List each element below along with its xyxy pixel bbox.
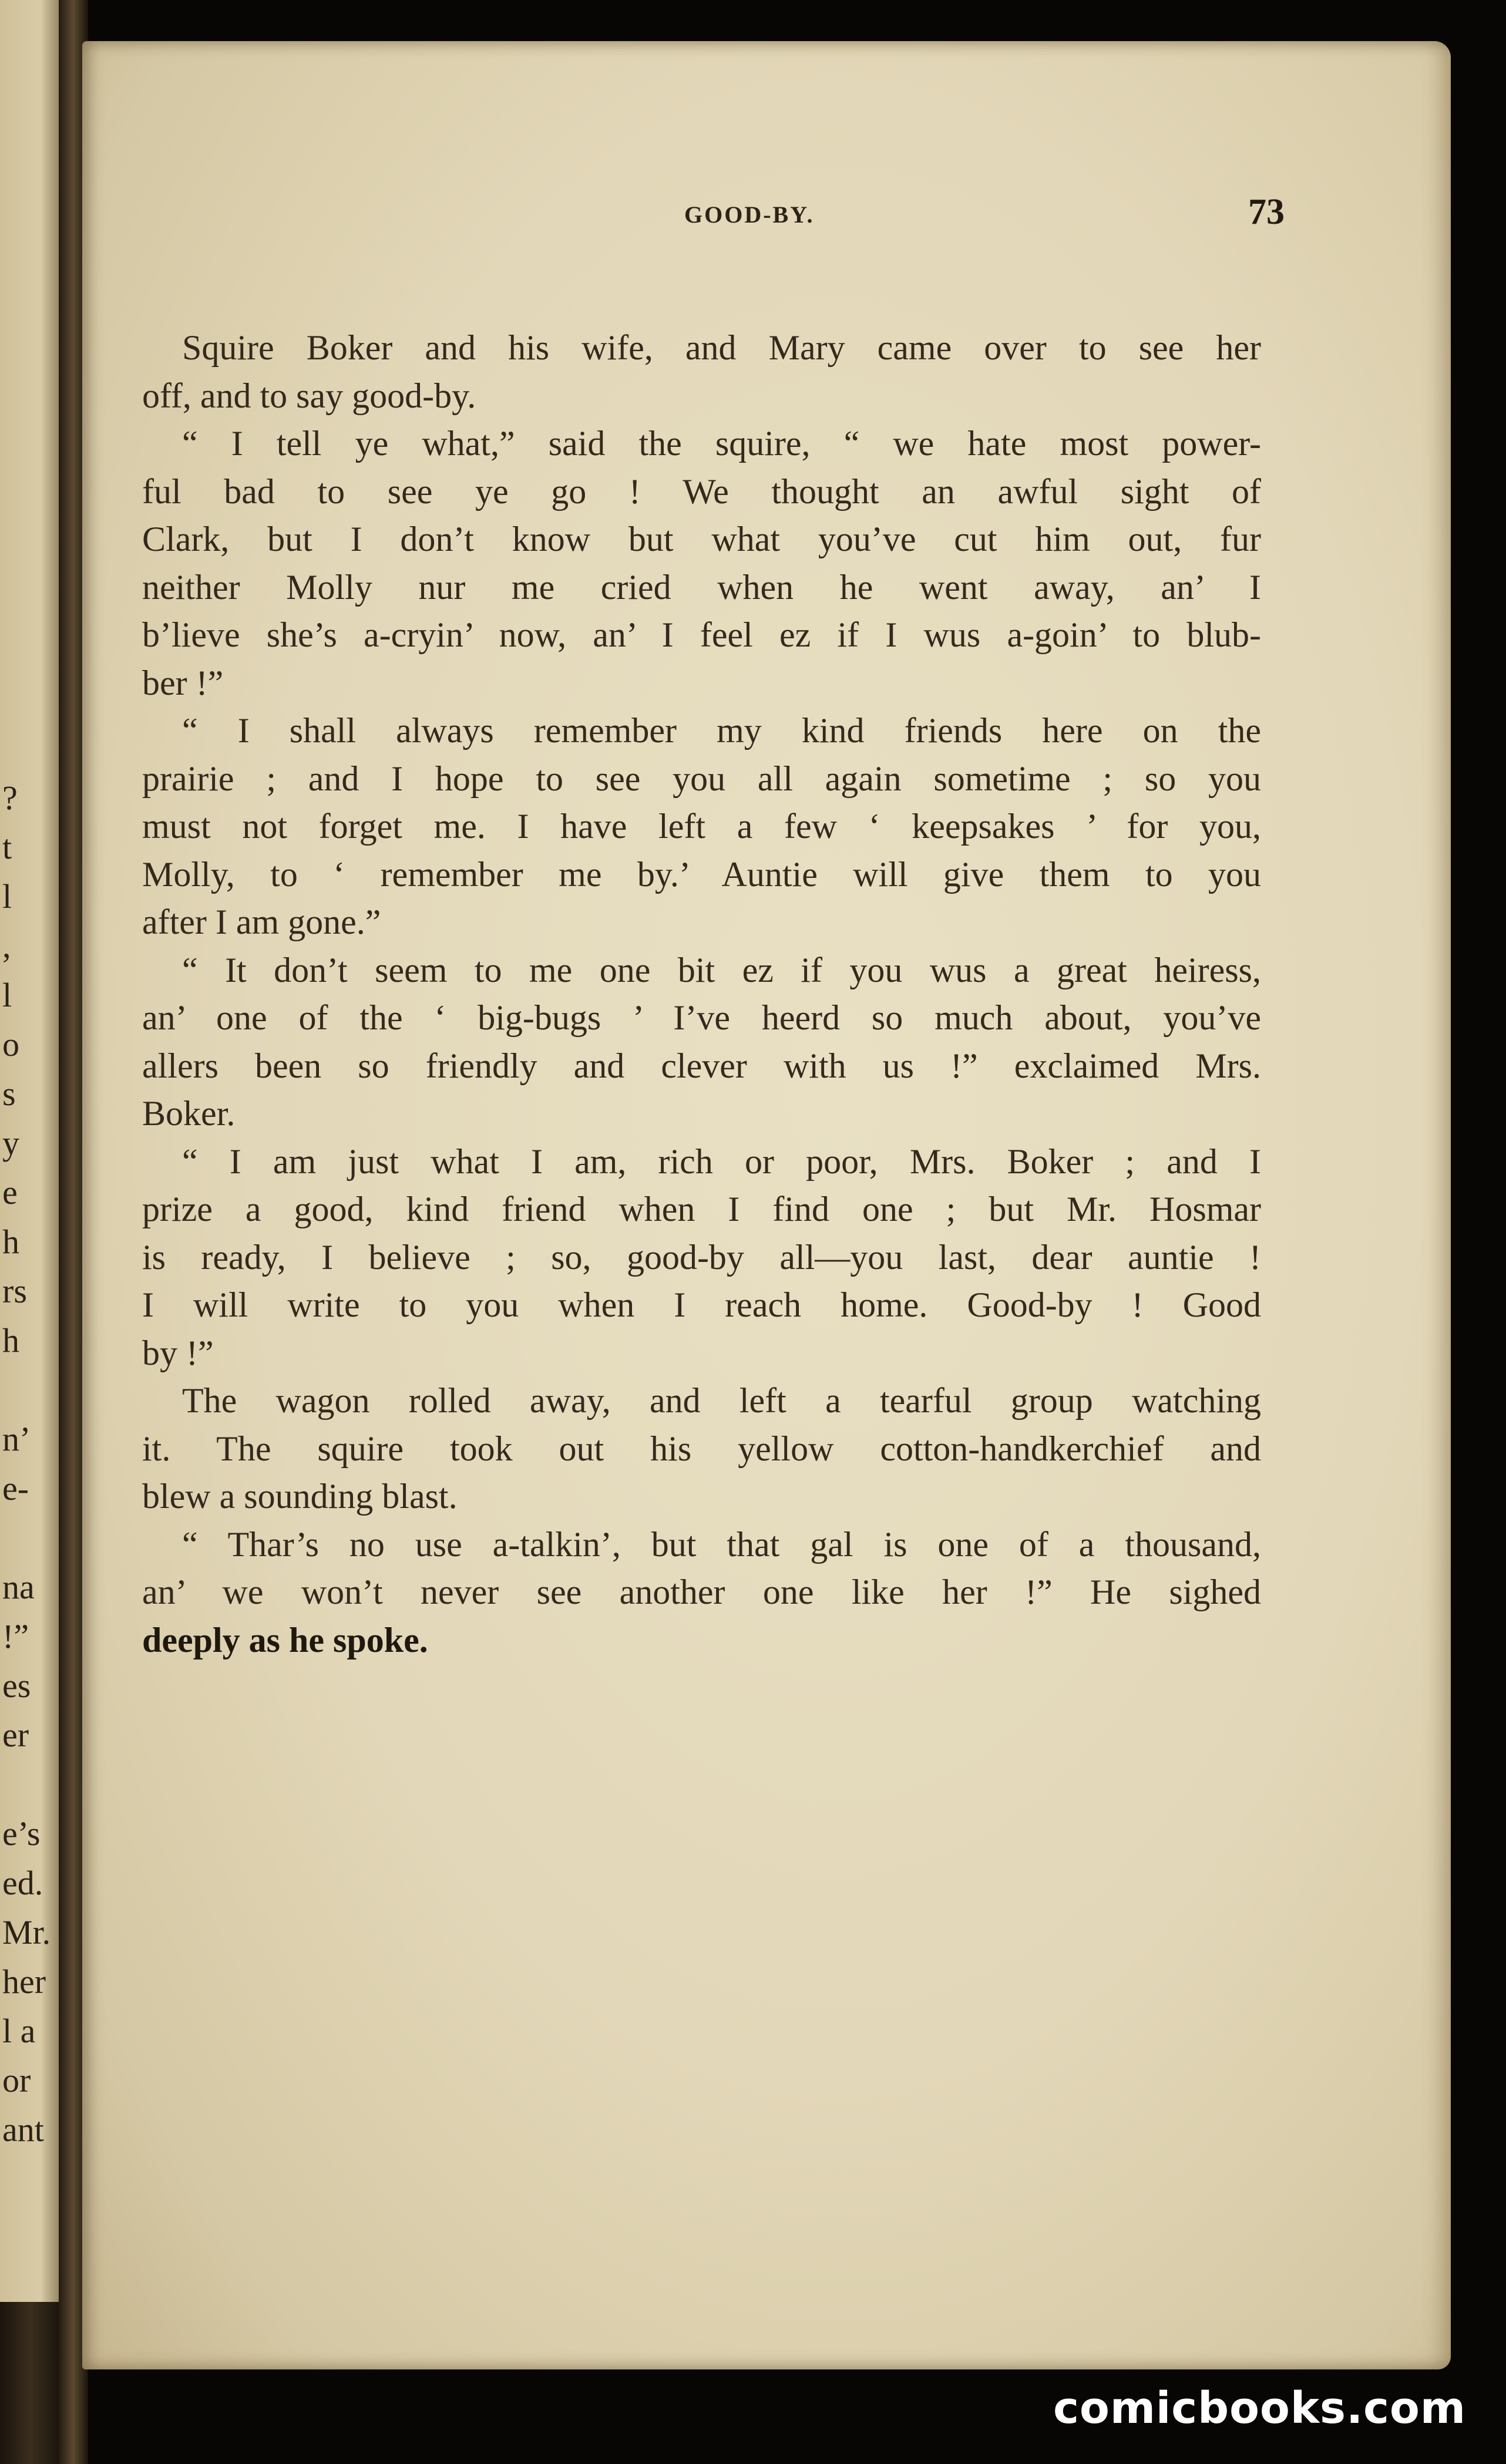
text-line: “ I shall always remember my kind friends here on the	[182, 711, 1261, 750]
prev-page-fragment: e-	[2, 1469, 29, 1507]
text-line: an’ we won’t never see another one like her !” He sighed	[142, 1573, 1261, 1611]
prev-page-fragment: er	[2, 1716, 29, 1754]
site-watermark: comicbooks.com	[1053, 2383, 1466, 2433]
text-line: b’lieve she’s a-cryin’ now, an’ I feel ez if I wus a-goin’ to blub-	[142, 615, 1261, 654]
prev-page-fragment: !”	[2, 1617, 29, 1655]
prev-page-fragment: l	[2, 976, 12, 1014]
prev-page-fragment: rs	[2, 1272, 27, 1310]
prev-page-fragment: e’s	[2, 1815, 41, 1853]
page-header	[82, 192, 1451, 254]
text-line: must not forget me. I have left a few ‘ keepsakes ’ for you,	[142, 807, 1261, 846]
prev-page-fragment: h	[2, 1223, 19, 1261]
prev-page-fragment: y	[2, 1124, 19, 1162]
text-line: Boker.	[142, 1094, 236, 1133]
prev-page-fragment: s	[2, 1075, 16, 1113]
page-number: 73	[1248, 192, 1285, 232]
text-line: I will write to you when I reach home. Good-by ! Good	[142, 1285, 1261, 1324]
book-page	[82, 41, 1451, 2369]
text-line: it. The squire took out his yellow cotton-handkerchief and	[142, 1429, 1261, 1468]
prev-page-fragment: ed.	[2, 1864, 43, 1902]
text-line: ful bad to see ye go ! We thought an awful sight of	[142, 472, 1261, 511]
text-line: after I am gone.”	[142, 903, 381, 941]
running-head: GOOD-BY.	[684, 201, 815, 228]
text-line: is ready, I believe ; so, good-by all—you last, dear auntie !	[142, 1237, 1261, 1277]
prev-page-fragment: ,	[2, 927, 11, 965]
prev-page-fragment: Mr.	[2, 1913, 51, 1951]
text-line: deeply as he spoke.	[142, 1620, 428, 1660]
text-line: prairie ; and I hope to see you all again sometime ; so you	[142, 759, 1261, 798]
prev-page-fragment: or	[2, 2061, 31, 2099]
prev-page-fragment: t	[2, 828, 12, 866]
text-line: Clark, but I don’t know but what you’ve cut him out, fur	[142, 520, 1261, 558]
text-line: neither Molly nur me cried when he went away, an’ I	[142, 567, 1261, 607]
prev-page-fragment: l a	[2, 2012, 36, 2050]
previous-page-edge	[0, 0, 68, 2302]
text-line: an’ one of the ‘ big-bugs ’ I’ve heerd so much about, you’ve	[142, 998, 1261, 1037]
prev-page-fragment: o	[2, 1025, 19, 1063]
text-line: “ I am just what I am, rich or poor, Mrs. Boker ; and I	[182, 1142, 1261, 1181]
prev-page-fragment: e	[2, 1173, 18, 1211]
prev-page-fragment: l	[2, 877, 12, 915]
text-line: “ Thar’s no use a-talkin’, but that gal is one of a thousand,	[182, 1524, 1261, 1564]
text-line: The wagon rolled away, and left a tearful group watching	[182, 1381, 1261, 1420]
prev-page-fragment: her	[2, 1963, 46, 2001]
prev-page-fragment: na	[2, 1568, 35, 1606]
text-line: “ It don’t seem to me one bit ez if you wus a great heiress,	[182, 950, 1261, 989]
text-line: by !”	[142, 1333, 214, 1372]
body-text	[142, 324, 1261, 1664]
text-line: prize a good, kind friend when I find one ; but Mr. Hosmar	[142, 1190, 1261, 1228]
prev-page-fragment: n’	[2, 1420, 31, 1458]
text-line: Molly, to ‘ remember me by.’ Auntie will give them to you	[142, 854, 1261, 894]
text-line: blew a sounding blast.	[142, 1477, 458, 1516]
text-line: off, and to say good-by.	[142, 376, 476, 415]
prev-page-fragment: h	[2, 1321, 19, 1359]
prev-page-fragment: ?	[2, 779, 18, 817]
prev-page-fragment: es	[2, 1667, 31, 1705]
prev-page-fragment: ant	[2, 2110, 44, 2149]
text-line: Squire Boker and his wife, and Mary came over to see her	[182, 328, 1261, 367]
text-line: ber !”	[142, 663, 224, 702]
text-line: allers been so friendly and clever with us !” exclaimed Mrs.	[142, 1046, 1261, 1085]
text-line: “ I tell ye what,” said the squire, “ we hate most power-	[182, 424, 1261, 463]
